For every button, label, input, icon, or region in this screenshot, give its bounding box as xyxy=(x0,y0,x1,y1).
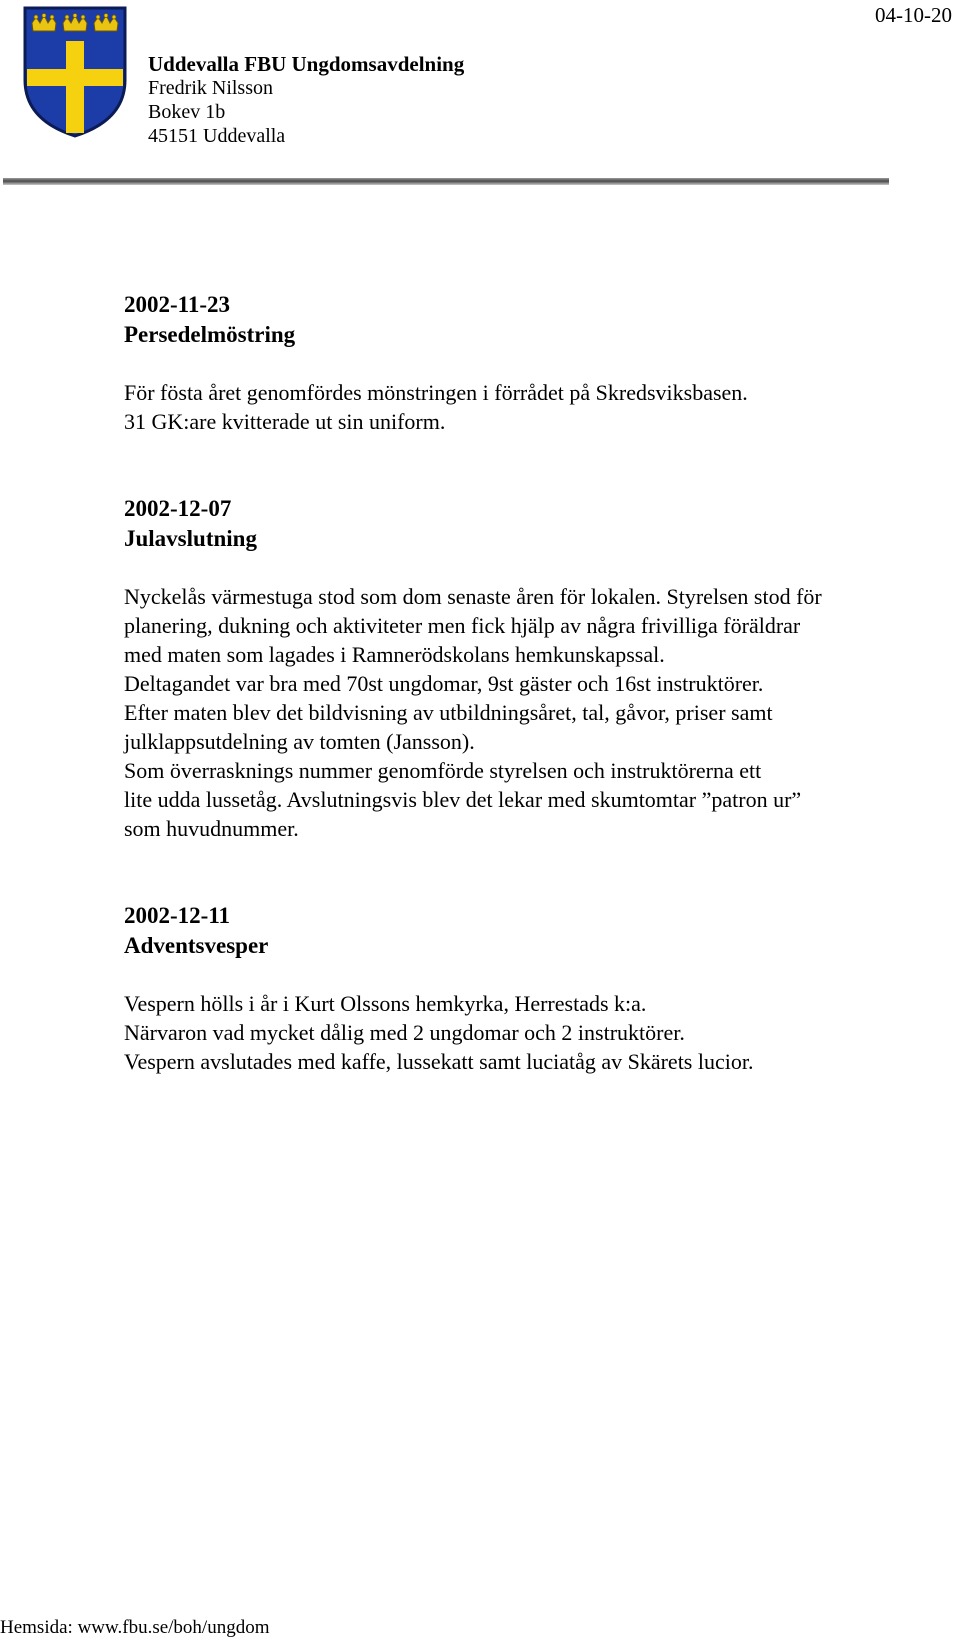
entry-body xyxy=(124,989,944,1076)
entry-date: 2002-11-23 xyxy=(124,292,231,317)
entry-date: 2002-12-07 xyxy=(124,496,232,521)
entry xyxy=(124,901,944,1076)
street-address: Bokev 1b xyxy=(148,101,226,123)
entry-line: med maten som lagades i Ramnerödskolans hemkunskapssal. xyxy=(124,642,665,667)
postal-address: 45151 Uddevalla xyxy=(148,125,286,147)
entry-line: Vespern avslutades med kaffe, lussekatt samt luciatåg av Skärets lucior. xyxy=(124,1049,754,1074)
entry-line: Deltagandet var bra med 70st ungdomar, 9st gäster och 16st instruktörer. xyxy=(124,671,764,696)
footer-homepage: Hemsida: www.fbu.se/boh/ungdom xyxy=(0,1617,270,1638)
entry-line: Efter maten blev det bildvisning av utbildningsåret, tal, gåvor, priser samt xyxy=(124,700,773,725)
entry-line: Som överrasknings nummer genomförde styrelsen och instruktörerna ett xyxy=(124,758,762,783)
entry-title: Adventsvesper xyxy=(124,933,269,958)
entry-body xyxy=(124,378,944,436)
contact-name: Fredrik Nilsson xyxy=(148,77,273,99)
entry-line: som huvudnummer. xyxy=(124,816,299,841)
entry-line: julklappsutdelning av tomten (Jansson). xyxy=(124,729,475,754)
sender-address-block xyxy=(148,52,464,148)
three-crowns-cross-shield-icon xyxy=(20,5,130,140)
entry-title: Julavslutning xyxy=(124,526,257,551)
entry-body xyxy=(124,582,944,843)
entry xyxy=(124,290,944,436)
document-date: 04-10-20 xyxy=(875,3,952,27)
entry-line: planering, dukning och aktiviteter men fick hjälp av några frivilliga föräldrar xyxy=(124,613,801,638)
entry-line: 31 GK:are kvitterade ut sin uniform. xyxy=(124,409,446,434)
entry-date: 2002-12-11 xyxy=(124,903,231,928)
entries-list xyxy=(124,290,944,1076)
header-divider xyxy=(3,178,889,185)
entry-line: Nyckelås värmestuga stod som dom senaste åren för lokalen. Styrelsen stod för xyxy=(124,584,822,609)
entry xyxy=(124,494,944,843)
entry-line: För fösta året genomfördes mönstringen i förrådet på Skredsviksbasen. xyxy=(124,380,748,405)
entry-line: Vespern hölls i år i Kurt Olssons hemkyrka, Herrestads k:a. xyxy=(124,991,647,1016)
entry-title: Persedelmöstring xyxy=(124,322,296,347)
entry-line: lite udda lussetåg. Avslutningsvis blev det lekar med skumtomtar ”patron ur” xyxy=(124,787,802,812)
entry-line: Närvaron vad mycket dålig med 2 ungdomar och 2 instruktörer. xyxy=(124,1020,685,1045)
organization-name: Uddevalla FBU Ungdomsavdelning xyxy=(148,52,465,76)
